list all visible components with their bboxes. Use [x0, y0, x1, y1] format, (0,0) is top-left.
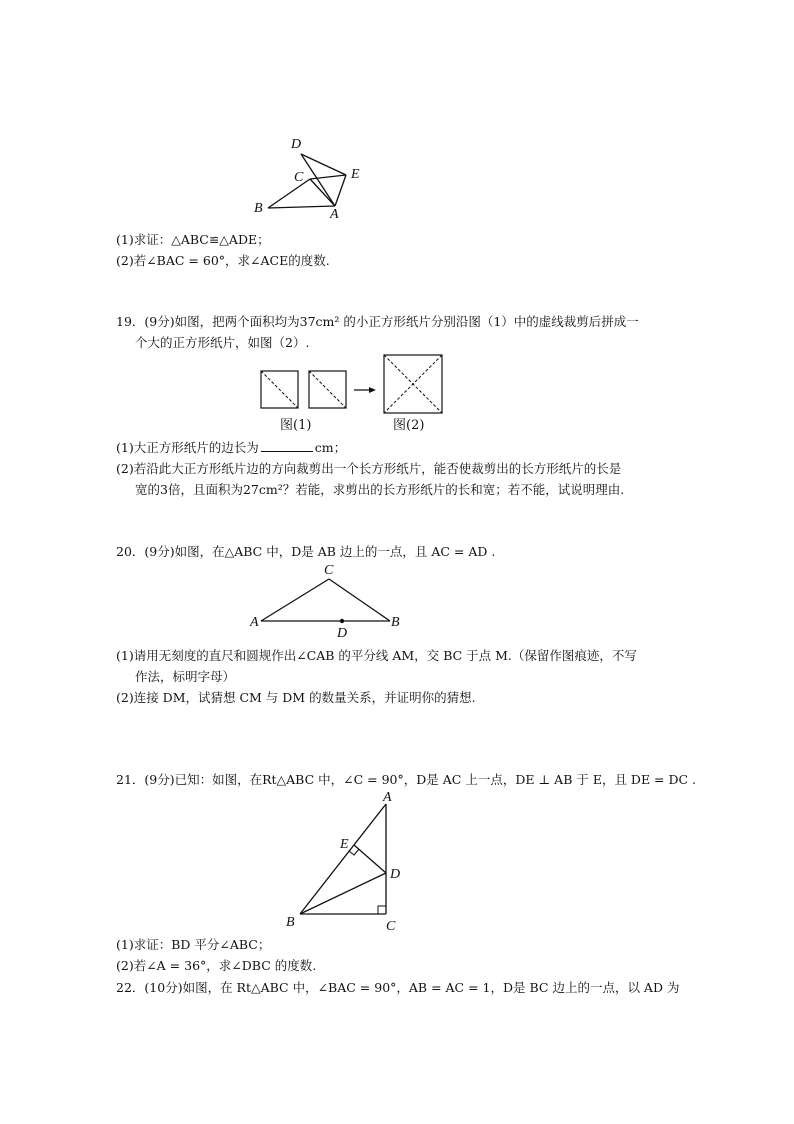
q21-segment-ab: [300, 804, 386, 914]
right-angle-c-icon: [378, 906, 386, 914]
q20-label-d: D: [337, 626, 348, 640]
q18-label-c: C: [294, 170, 304, 185]
q18-label-a: A: [330, 207, 339, 220]
q19-cut-line-2: [309, 371, 346, 408]
arrow-right-icon: [369, 387, 376, 393]
q20-part1-line1: (1)请用无刻度的直尺和圆规作出∠CAB 的平分线 AM，交 BC 于点 M.（保留作图痕迹，不写: [116, 648, 637, 663]
q18-part2: (2)若∠BAC = 60°，求∠ACE的度数.: [116, 253, 330, 268]
q18-figure: [248, 128, 378, 220]
q18-part1: (1)求证：△ABC≌△ADE；: [116, 232, 270, 247]
q21-segment-bd: [300, 873, 386, 914]
q21-label-e: E: [340, 837, 349, 852]
q21-label-d: D: [390, 867, 401, 882]
q19-part2-line2: 宽的3倍，且面积为27cm²？若能，求剪出的长方形纸片的长和宽；若不能，试说明理由.: [135, 482, 625, 497]
q19-part1-text: (1)大正方形纸片的边长为: [116, 440, 259, 455]
q21-part2: (2)若∠A = 36°，求∠DBC 的度数.: [116, 958, 317, 973]
q19-part1-unit: cm；: [314, 440, 347, 455]
q18-label-d: D: [291, 137, 302, 152]
q18-label-b: B: [254, 201, 263, 216]
q20-label-a: A: [250, 615, 259, 630]
q20-stem: 20．(9分)如图，在△ABC 中，D是 AB 边上的一点，且 AC = AD .: [116, 544, 496, 559]
q21-label-c: C: [386, 919, 396, 934]
q19-stem-line1: 19．(9分)如图，把两个面积均为37cm² 的小正方形纸片分别沿图（1）中的虚线裁剪后拼成一: [116, 314, 639, 329]
q19-part2-line1: (2)若沿此大正方形纸片边的方向裁剪出一个长方形纸片，能否使裁剪出的长方形纸片的长是: [116, 461, 622, 476]
q21-label-b: B: [286, 915, 295, 930]
q20-label-c: C: [324, 563, 334, 578]
q19-cut-line-1: [261, 371, 298, 408]
q21-part1: (1)求证：BD 平分∠ABC；: [116, 937, 271, 952]
q20-figure: [245, 560, 415, 640]
q19-stem-line2: 个大的正方形纸片，如图（2）.: [135, 335, 310, 350]
q19-fig2-caption: 图(2): [393, 418, 425, 433]
q19-answer-blank[interactable]: [261, 440, 313, 452]
q19-part1: [116, 439, 346, 457]
q20-segment-cb: [329, 579, 390, 621]
q18-segment-ea: [335, 175, 346, 206]
q18-segment-ba: [268, 206, 335, 208]
q18-segment-ca: [310, 179, 335, 206]
q20-part1-line2: 作法，标明字母）: [135, 669, 236, 684]
q21-label-a: A: [383, 790, 392, 805]
q18-label-e: E: [351, 167, 360, 182]
q22-stem: 22．(10分)如图，在 Rt△ABC 中，∠BAC = 90°，AB = AC = 1，D是 BC 边上的一点，以 AD 为: [116, 980, 680, 995]
q20-part2: (2)连接 DM，试猜想 CM 与 DM 的数量关系，并证明你的猜想.: [116, 690, 476, 705]
q19-figure: [255, 352, 455, 434]
q19-fig1-caption: 图(1): [280, 418, 312, 433]
q18-segment-bc: [268, 179, 310, 208]
q20-label-b: B: [391, 615, 400, 630]
q21-figure: [280, 788, 410, 936]
q21-stem: 21．(9分)已知：如图，在Rt△ABC 中，∠C = 90°，D是 AC 上一点，DE ⊥ AB 于 E，且 DE = DC .: [116, 772, 697, 787]
q20-segment-ac: [261, 579, 329, 621]
q20-point-d: [340, 619, 344, 623]
